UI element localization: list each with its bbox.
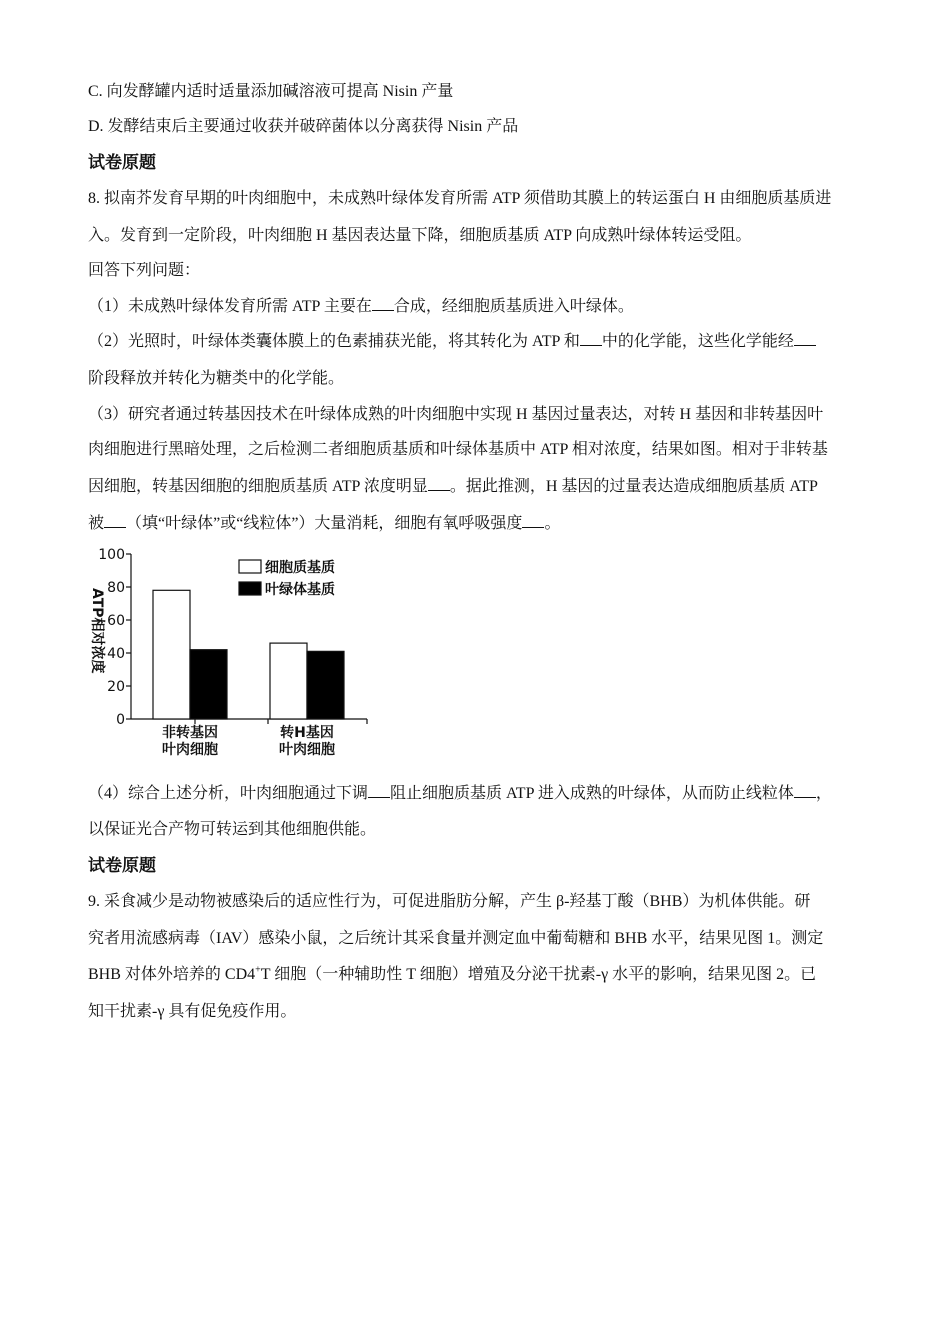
q8-part-1-text-a: （1）未成熟叶绿体发育所需 ATP 主要在: [88, 298, 372, 315]
q9-line-2: [88, 928, 823, 950]
y-tick-label: 20: [107, 679, 125, 695]
q8-part-3-text-3b: 。据此推测，H 基因的过量表达造成细胞质基质 ATP: [449, 478, 818, 495]
y-axis-label: ATP相对浓度: [89, 588, 105, 674]
q9-line-3: [88, 964, 816, 986]
bar-chloroplast: [307, 651, 344, 719]
section-heading-2-text: 试卷原题: [88, 856, 156, 876]
q8-part-3-text-1: （3）研究者通过转基因技术在叶绿体成熟的叶肉细胞中实现 H 基因过量表达，对转 H 基因和非转基因叶: [88, 406, 824, 423]
q9-line-3-text-a: BHB 对体外培养的 CD4: [88, 966, 256, 983]
q8-part-4-line-1: [88, 783, 832, 805]
q8-part-2-text-a: （2）光照时，叶绿体类囊体膜上的色素捕获光能，将其转化为 ATP 和: [88, 333, 580, 350]
q8-part-3-text-4b: （填“叶绿体”或“线粒体”）大量消耗，细胞有氧呼吸强度: [126, 515, 523, 532]
section-heading-2: [88, 855, 156, 877]
legend-swatch: [239, 582, 261, 595]
q9-line-2-text: 究者用流感病毒（IAV）感染小鼠，之后统计其采食量并测定血中葡萄糖和 BHB 水平，结果见图 1。测定: [88, 930, 824, 947]
q9-line-4-text: 知干扰素-γ 具有促免疫作用。: [88, 1003, 297, 1020]
q8-part-3-line-2: [88, 439, 828, 461]
q8-part-4-line-2: [88, 819, 376, 841]
y-tick-label: 0: [116, 712, 125, 728]
answer-blank[interactable]: [372, 296, 394, 311]
x-category-label: 非转基因: [162, 725, 218, 741]
q8-line-1: [88, 188, 831, 210]
legend-swatch: [239, 560, 261, 573]
x-category-label: 叶肉细胞: [162, 742, 218, 758]
section-heading-1: [88, 152, 156, 174]
atp-bar-chart: [85, 540, 385, 765]
q8-part-1: [88, 296, 634, 318]
q8-part-3-text-4a: 被: [88, 515, 105, 532]
x-category-label: 叶肉细胞: [279, 742, 335, 758]
q8-part-2-line-2: [88, 368, 344, 390]
answer-blank[interactable]: [368, 783, 390, 798]
q8-part-3-text-3a: 因细胞，转基因细胞的细胞质基质 ATP 浓度明显: [88, 478, 428, 495]
q8-part-3-line-4: [88, 513, 560, 535]
q9-line-1-text: 9. 采食减少是动物被感染后的适应性行为，可促进脂肪分解，产生 β-羟基丁酸（BHB）为机体供能。研: [88, 893, 811, 910]
y-tick-label: 60: [107, 613, 125, 629]
q8-line-3-text: 回答下列问题：: [88, 262, 201, 279]
y-tick-label: 40: [107, 646, 125, 662]
q8-line-1-text: 8. 拟南芥发育早期的叶肉细胞中，未成熟叶绿体发育所需 ATP 须借助其膜上的转运蛋白 H 由细胞质基质进: [88, 190, 832, 207]
bar-cytoplasm: [270, 643, 307, 719]
q8-part-4-text-c: ，: [815, 785, 832, 802]
bar-chloroplast: [190, 650, 227, 719]
q8-part-3-text-4c: 。: [544, 515, 561, 532]
option-c-text: C. 向发酵罐内适时适量添加碱溶液可提高 Nisin 产量: [88, 83, 454, 100]
legend-label: 细胞质基质: [265, 560, 335, 576]
option-c: [88, 81, 453, 103]
answer-blank[interactable]: [104, 513, 126, 528]
y-tick-label: 80: [107, 580, 125, 596]
q8-part-3-line-1: [88, 404, 823, 426]
q8-part-4-text-b: 阻止细胞质基质 ATP 进入成熟的叶绿体，从而防止线粒体: [390, 785, 794, 802]
superscript-plus: +: [255, 964, 261, 976]
answer-blank[interactable]: [794, 783, 816, 798]
q8-part-3-text-2: 肉细胞进行黑暗处理，之后检测二者细胞质基质和叶绿体基质中 ATP 相对浓度，结果如图。相对于非转基: [88, 441, 828, 458]
answer-blank[interactable]: [428, 476, 450, 491]
q8-part-4-text-a: （4）综合上述分析，叶肉细胞通过下调: [88, 785, 369, 802]
answer-blank[interactable]: [522, 513, 544, 528]
q8-line-2-text: 入。发育到一定阶段，叶肉细胞 H 基因表达量下降，细胞质基质 ATP 向成熟叶绿体转运受阻。: [88, 227, 752, 244]
q8-part-2-text-c: 阶段释放并转化为糖类中的化学能。: [88, 370, 345, 387]
answer-blank[interactable]: [794, 331, 816, 346]
q8-line-3: [88, 260, 200, 282]
q8-part-2-text-b: 中的化学能，这些化学能经: [601, 333, 794, 350]
q9-line-3-text-b: T 细胞（一种辅助性 T 细胞）增殖及分泌干扰素-γ 水平的影响，结果见图 2。已: [260, 966, 817, 983]
legend-label: 叶绿体基质: [265, 582, 335, 598]
q9-line-4: [88, 1001, 296, 1023]
q8-part-2: [88, 331, 816, 353]
option-d: [88, 116, 518, 138]
answer-blank[interactable]: [580, 331, 602, 346]
q8-line-2: [88, 225, 751, 247]
option-d-text: D. 发酵结束后主要通过收获并破碎菌体以分离获得 Nisin 产品: [88, 118, 519, 135]
bar-cytoplasm: [153, 590, 190, 719]
q9-line-1: [88, 891, 810, 913]
q8-part-4-text-2: 以保证光合产物可转运到其他细胞供能。: [88, 821, 377, 838]
section-heading-1-text: 试卷原题: [88, 153, 156, 173]
q8-part-1-text-b: 合成，经细胞质基质进入叶绿体。: [393, 298, 634, 315]
y-tick-label: 100: [98, 547, 125, 563]
q8-part-3-line-3: [88, 476, 818, 498]
x-category-label: 转H基因: [280, 725, 334, 741]
